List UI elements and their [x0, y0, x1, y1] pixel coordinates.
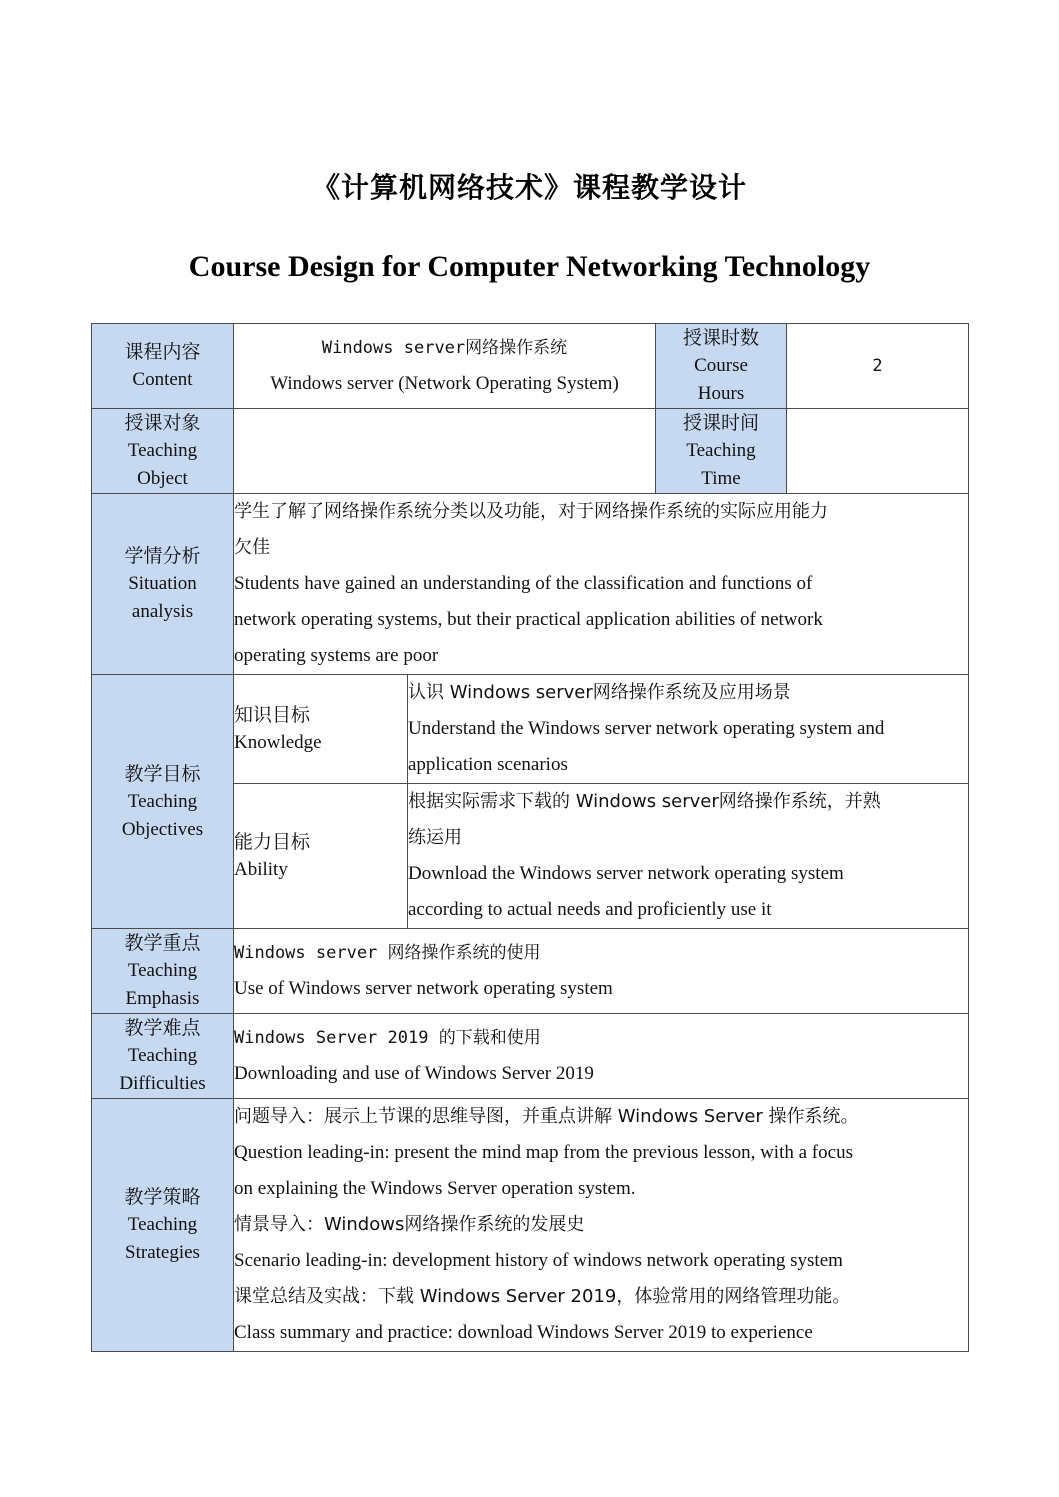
- difficulties-line: Downloading and use of Windows Server 2019: [234, 1063, 594, 1084]
- ability-label-en: Ability: [234, 859, 288, 880]
- document-title-cn: 《计算机网络技术》课程教学设计: [311, 171, 747, 204]
- time-label-cn: 授课时间: [683, 412, 760, 434]
- emphasis-value-cell: [234, 929, 969, 1014]
- ability-label-cell: [234, 784, 408, 929]
- knowledge-label-en: Knowledge: [234, 732, 322, 753]
- situation-label-cn: 学情分析: [124, 545, 201, 567]
- course-design-table: [91, 323, 969, 1352]
- difficulties-line: Windows Server 2019 的下载和使用: [234, 1028, 541, 1048]
- ability-line: 练运用: [408, 827, 462, 848]
- object-value-cell: [234, 409, 656, 494]
- content-value-cn: Windows server网络操作系统: [321, 338, 568, 358]
- knowledge-line: 认识 Windows server网络操作系统及应用场景: [408, 682, 791, 703]
- knowledge-line: Understand the Windows server network operating system and: [408, 718, 885, 739]
- content-label-cell: [92, 324, 234, 409]
- hours-label-cell: [656, 324, 787, 409]
- row-object: [92, 409, 969, 494]
- difficulties-label-en-1: Teaching: [127, 1045, 198, 1066]
- hours-label-cn: 授课时数: [683, 327, 760, 349]
- situation-label-en-1: Situation: [128, 573, 197, 594]
- emphasis-line: Windows server 网络操作系统的使用: [234, 943, 541, 963]
- strategies-label-en-1: Teaching: [127, 1214, 198, 1235]
- knowledge-value-cell: [408, 675, 969, 784]
- ability-value-cell: [408, 784, 969, 929]
- time-label-en-2: Time: [701, 468, 741, 489]
- time-value-cell: [787, 409, 969, 494]
- objectives-label-cn: 教学目标: [124, 762, 201, 785]
- strategies-line: 课堂总结及实战：下载 Windows Server 2019，体验常用的网络管理功能。: [234, 1286, 851, 1307]
- emphasis-label-cn: 教学重点: [124, 932, 201, 954]
- difficulties-value-cell: [234, 1014, 969, 1099]
- time-label-en-1: Teaching: [686, 440, 756, 461]
- row-situation: [92, 494, 969, 675]
- hours-label-en-1: Course: [694, 355, 748, 376]
- object-label-en-1: Teaching: [127, 440, 198, 461]
- object-label-cell: [92, 409, 234, 494]
- objectives-label-en-1: Teaching: [127, 790, 198, 812]
- knowledge-label-cn: 知识目标: [234, 704, 311, 726]
- situation-label-en-2: analysis: [131, 601, 194, 622]
- ability-line: 根据实际需求下载的 Windows server网络操作系统，并熟: [408, 791, 881, 812]
- knowledge-label-cell: [234, 675, 408, 784]
- objectives-label-en-2: Objectives: [121, 818, 204, 840]
- row-emphasis: [92, 929, 969, 1014]
- strategies-label-en-2: Strategies: [125, 1242, 200, 1263]
- strategies-line: Scenario leading-in: development history of windows network operating system: [234, 1250, 843, 1271]
- objectives-label-cell: [92, 675, 234, 929]
- hours-value-cell: [787, 324, 969, 409]
- time-label-cell: [656, 409, 787, 494]
- difficulties-label-cell: [92, 1014, 234, 1099]
- emphasis-label-en-2: Emphasis: [125, 988, 200, 1009]
- ability-line: Download the Windows server network operating system: [408, 863, 844, 884]
- content-label-en: Content: [132, 369, 193, 390]
- row-strategies: [92, 1099, 969, 1352]
- strategies-label-cn: 教学策略: [124, 1186, 201, 1208]
- strategies-line: on explaining the Windows Server operation system.: [234, 1178, 636, 1199]
- knowledge-line: application scenarios: [408, 754, 568, 775]
- content-value-cell: [234, 324, 656, 409]
- strategies-value-cell: [234, 1099, 969, 1352]
- situation-value-cell: [234, 494, 969, 675]
- row-content: [92, 324, 969, 409]
- situation-line: Students have gained an understanding of the classification and functions of: [234, 573, 813, 594]
- situation-line: 欠佳: [234, 537, 270, 558]
- row-difficulties: [92, 1014, 969, 1099]
- situation-label-cell: [92, 494, 234, 675]
- content-label-cn: 课程内容: [124, 341, 201, 363]
- emphasis-line: Use of Windows server network operating system: [234, 978, 613, 999]
- emphasis-label-en-1: Teaching: [127, 960, 198, 981]
- row-objectives-knowledge: [92, 675, 969, 784]
- content-value-en: Windows server (Network Operating System): [270, 373, 619, 394]
- difficulties-label-en-2: Difficulties: [119, 1073, 206, 1094]
- emphasis-label-cell: [92, 929, 234, 1014]
- ability-line: according to actual needs and proficiently use it: [408, 899, 772, 920]
- strategies-line: Class summary and practice: download Windows Server 2019 to experience: [234, 1322, 813, 1343]
- difficulties-label-cn: 教学难点: [124, 1017, 201, 1039]
- strategies-line: 问题导入：展示上节课的思维导图，并重点讲解 Windows Server 操作系统。: [234, 1106, 859, 1127]
- situation-line: network operating systems, but their practical application abilities of network: [234, 609, 823, 630]
- hours-value: 2: [872, 356, 883, 376]
- situation-line: 学生了解了网络操作系统分类以及功能，对于网络操作系统的实际应用能力: [234, 501, 828, 522]
- strategies-line: Question leading-in: present the mind map from the previous lesson, with a focus: [234, 1142, 853, 1163]
- strategies-label-cell: [92, 1099, 234, 1352]
- ability-label-cn: 能力目标: [234, 831, 311, 853]
- document-title-en: Course Design for Computer Networking Technology: [188, 250, 871, 283]
- object-label-en-2: Object: [137, 468, 188, 489]
- situation-line: operating systems are poor: [234, 645, 439, 666]
- hours-label-en-2: Hours: [697, 383, 745, 404]
- object-label-cn: 授课对象: [124, 412, 201, 434]
- strategies-line: 情景导入：Windows网络操作系统的发展史: [234, 1214, 585, 1235]
